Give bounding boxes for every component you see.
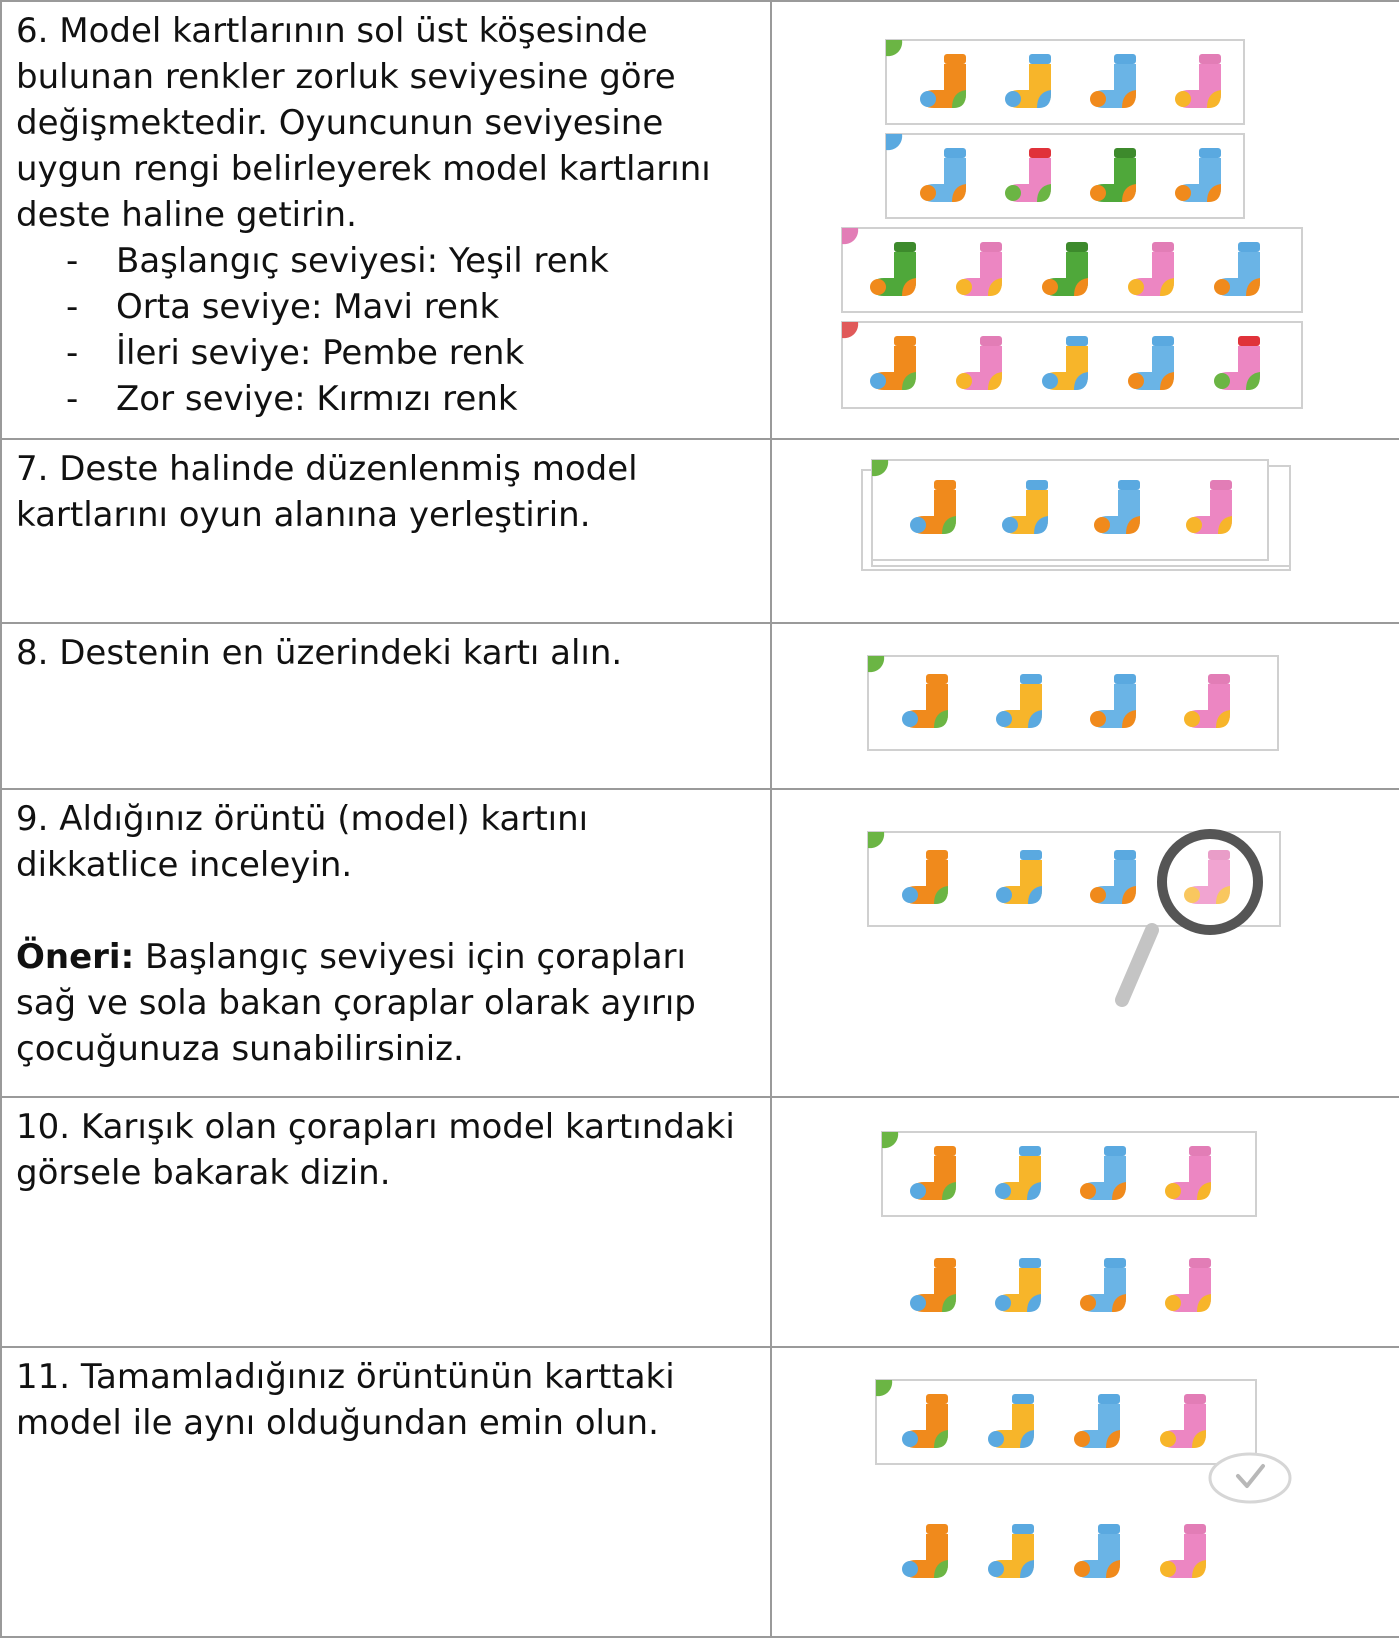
step-illustration-7 xyxy=(771,439,1399,623)
step-line: 11. Tamamladığınız örüntünün karttaki xyxy=(16,1357,675,1397)
step-line: model ile aynı olduğundan emin olun. xyxy=(16,1403,659,1443)
step-text-7 xyxy=(1,439,771,623)
sock-icon xyxy=(1074,1524,1120,1578)
step-row-10 xyxy=(1,1097,1399,1347)
model-card-pink xyxy=(842,228,1302,312)
tip-line: sağ ve sola bakan çoraplar olarak ayırıp xyxy=(16,983,696,1023)
step-illustration-9 xyxy=(771,789,1399,1097)
model-card-red xyxy=(842,322,1302,408)
tip-text: Başlangıç seviyesi için çorapları xyxy=(134,937,686,977)
step-line: görsele bakarak dizin. xyxy=(16,1153,391,1193)
sock-icon xyxy=(988,1524,1034,1578)
arrange-socks-illustration xyxy=(772,1098,1399,1346)
tip-line: çocuğunuza sunabilirsiniz. xyxy=(16,1029,464,1069)
level-item-blue: - Orta seviye: Mavi renk xyxy=(56,284,770,330)
step-text-6 xyxy=(1,1,771,439)
step-text-9 xyxy=(1,789,771,1097)
sock-icon xyxy=(902,1524,948,1578)
model-card-blue xyxy=(886,134,1244,218)
tip-label: Öneri: xyxy=(16,937,135,977)
step-line: bulunan renkler zorluk seviyesine göre xyxy=(16,57,676,97)
level-item-green: - Başlangıç seviyesi: Yeşil renk xyxy=(56,238,770,284)
level-item-red: - Zor seviye: Kırmızı renk xyxy=(56,376,770,422)
level-item-pink: - İleri seviye: Pembe renk xyxy=(56,330,770,376)
level-list xyxy=(16,238,770,422)
step-line: kartlarını oyun alanına yerleştirin. xyxy=(16,495,591,535)
step-row-9 xyxy=(1,789,1399,1097)
step-line: 9. Aldığınız örüntü (model) kartını xyxy=(16,799,589,839)
step-line: deste haline getirin. xyxy=(16,195,357,235)
step-text-10 xyxy=(1,1097,771,1347)
card-deck-illustration xyxy=(772,440,1399,622)
step-text-11 xyxy=(1,1347,771,1637)
level-cards-illustration xyxy=(772,2,1399,438)
sock-icon xyxy=(1080,1258,1126,1312)
sock-icon xyxy=(910,1258,956,1312)
step-illustration-8 xyxy=(771,623,1399,789)
verify-pattern-illustration xyxy=(772,1348,1399,1636)
step-text-8 xyxy=(1,623,771,789)
deck-card-top xyxy=(872,460,1268,560)
step-line: 8. Destenin en üzerindeki kartı alın. xyxy=(16,633,623,673)
tip-line xyxy=(16,934,770,980)
check-icon xyxy=(1210,1454,1290,1502)
step-illustration-6 xyxy=(771,1,1399,439)
step-line: uygun rengi belirleyerek model kartlarını xyxy=(16,149,711,189)
step-row-6 xyxy=(1,1,1399,439)
step-line: 6. Model kartlarının sol üst köşesinde xyxy=(16,11,648,51)
step-row-11 xyxy=(1,1347,1399,1637)
step-line: dikkatlice inceleyin. xyxy=(16,845,353,885)
step-illustration-10 xyxy=(771,1097,1399,1347)
step-row-7 xyxy=(1,439,1399,623)
step-line: 10. Karışık olan çorapları model kartındaki xyxy=(16,1107,735,1147)
step-line: 7. Deste halinde düzenlenmiş model xyxy=(16,449,638,489)
top-card-illustration xyxy=(772,624,1399,788)
inspect-card-illustration xyxy=(772,790,1399,1096)
step-line: değişmektedir. Oyuncunun seviyesine xyxy=(16,103,664,143)
sock-icon xyxy=(1160,1524,1206,1578)
step-illustration-11 xyxy=(771,1347,1399,1637)
sock-icon xyxy=(1165,1258,1211,1312)
step-row-8 xyxy=(1,623,1399,789)
model-card-green xyxy=(886,40,1244,124)
sock-icon xyxy=(995,1258,1041,1312)
